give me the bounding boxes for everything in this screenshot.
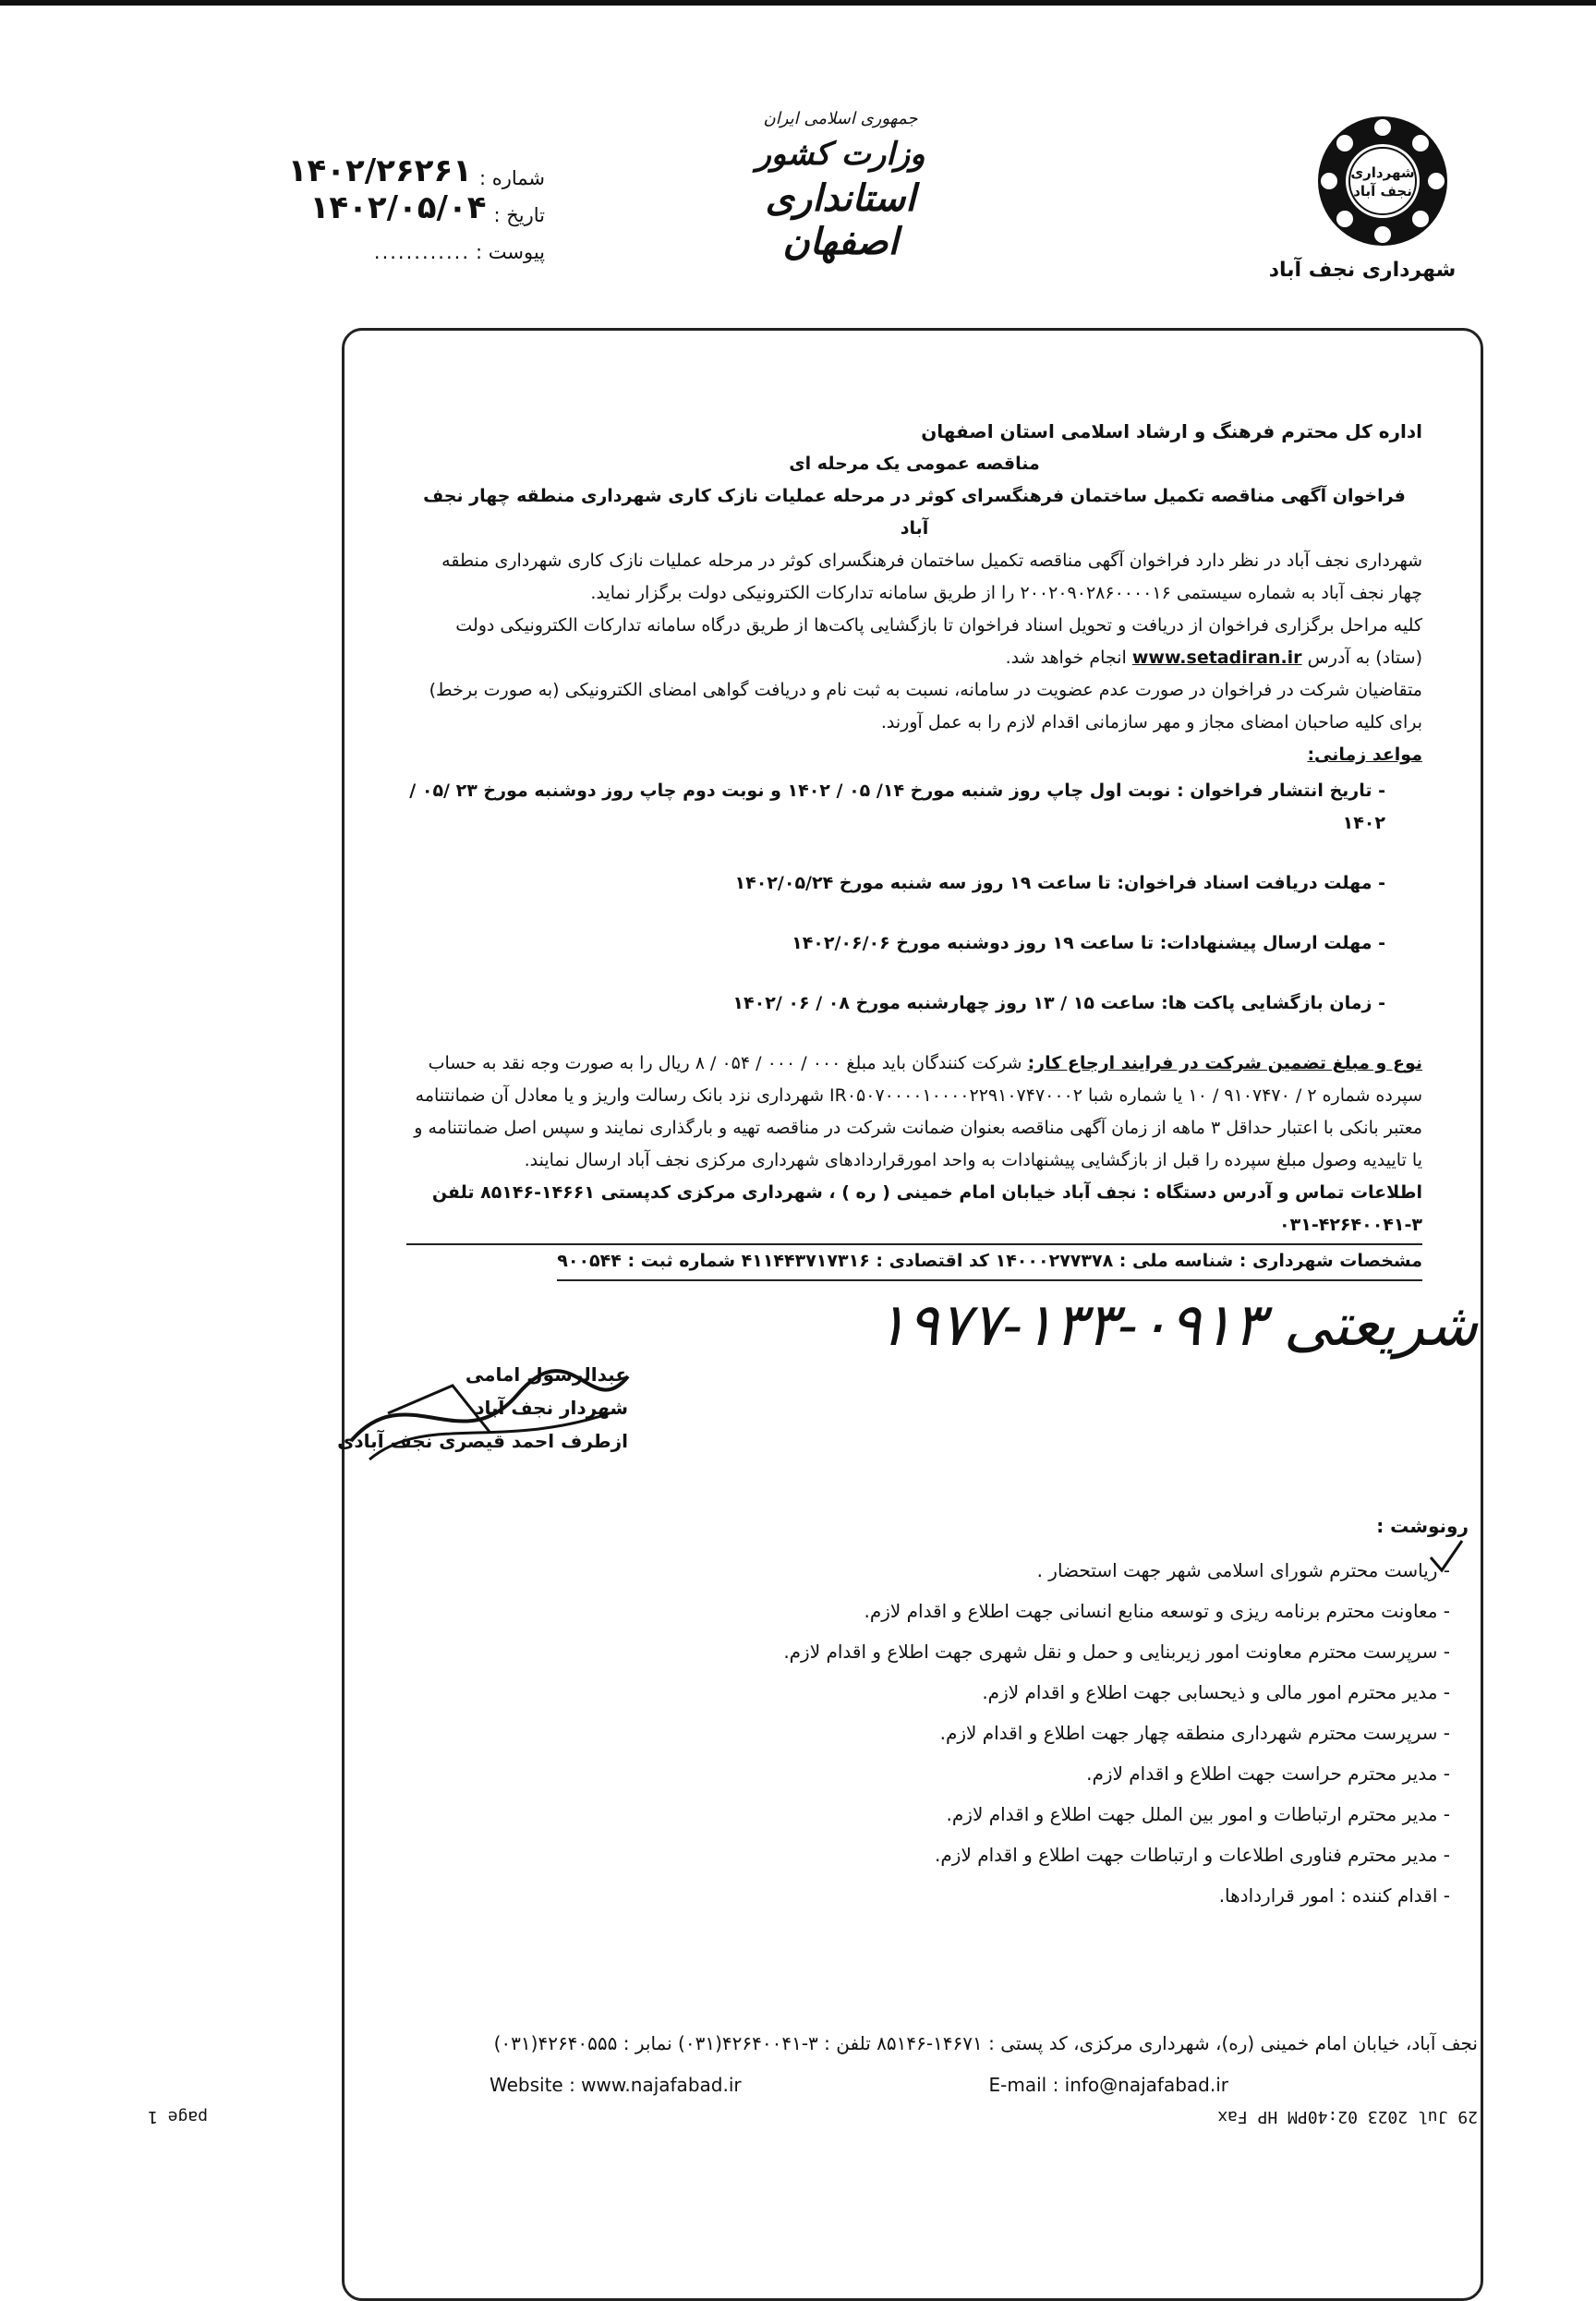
guarantee-paragraph bbox=[406, 1048, 1422, 1177]
copies-title: رونوشت : bbox=[1376, 1515, 1469, 1537]
fax-header bbox=[148, 2108, 1478, 2126]
footer-address: نجف آباد، خیابان امام خمینی (ره)، شهرداری مرکزی، کد پستی : ۱۴۶۷۱-۸۵۱۴۶ تلفن : ۳-۴۲۶۴۰۰۴۱(۰۳۱) نمابر : ۴۲۶۴۰۵۵۵(۰۳۱) bbox=[493, 2032, 1478, 2054]
letterhead bbox=[702, 109, 979, 263]
specs-text: مشخصات شهرداری : شناسه ملی : ۱۴۰۰۰۲۷۷۳۷۸ کد اقتصادی : ۴۱۱۴۴۳۷۱۷۳۱۶ شماره ثبت : ۹۰۰۵۴۴ bbox=[557, 1245, 1422, 1281]
municipality-logo-icon bbox=[1288, 111, 1478, 254]
date-label: تاریخ : bbox=[493, 204, 545, 226]
ministry-title: وزارت کشور bbox=[756, 136, 925, 173]
copy-recipient: - سرپرست محترم معاونت امور زیربنایی و حمل و نقل شهری جهت اطلاع و اقدام لازم. bbox=[637, 1631, 1450, 1672]
signer-name: عبدالرسول امامی bbox=[465, 1363, 628, 1386]
intro-paragraph: شهرداری نجف آباد در نظر دارد فراخوان آگهی مناقصه تکمیل ساختمان فرهنگسرای کوثر در مرحله عملیات نازک کاری شهرداری منطقه چهار نجف آباد به شماره سیستمی ۲۰۰۲۰۹۰۲۸۶۰۰۰۰۱۶ را از طریق سامانه تدارکات الکترونیکی دولت برگزار نماید. bbox=[441, 551, 1422, 603]
process-paragraph bbox=[406, 610, 1422, 674]
footer-website[interactable]: Website : www.najafabad.ir bbox=[490, 2074, 742, 2096]
contact-text: اطلاعات تماس و آدرس دستگاه : نجف آباد خیابان امام خمینی ( ره ) ، شهرداری مرکزی کدپستی ۱۴۶۶۱-۸۵۱۴۶ تلفن ۳-۴۲۶۴۰۰۴۱-۰۳۱ bbox=[406, 1177, 1422, 1245]
copies-list bbox=[637, 1550, 1469, 1916]
letter-body bbox=[406, 416, 1422, 1281]
signer-title: شهردار نجف آباد bbox=[475, 1397, 628, 1419]
footer-contacts bbox=[490, 2074, 1228, 2096]
copies-section bbox=[637, 1506, 1469, 1916]
registration-paragraph: متقاضیان شرکت در فراخوان در صورت عدم عضویت در سامانه، نسبت به ثبت نام و دریافت گواهی امضای الکترونیکی (به صورت برخط) برای کلیه صاحبان امضای مجاز و مهر سازمانی اقدام لازم را به عمل آورند. bbox=[429, 680, 1422, 733]
copy-recipient: - معاونت محترم برنامه ریزی و توسعه منابع انسانی جهت اطلاع و اقدام لازم. bbox=[637, 1591, 1450, 1631]
letter-meta bbox=[268, 152, 545, 263]
schedule-list bbox=[406, 775, 1422, 1020]
handwritten-note: شریعتی ۰۹۱۳-۱۳۳-۱۹۷۷ bbox=[876, 1291, 1478, 1360]
process-text: کلیه مراحل برگزاری فراخوان از دریافت و تحویل اسناد فراخوان تا بازگشایی پاکت‌ها از طریق درگاه سامانه تدارکات الکترونیکی دولت (ستاد) به آدرس bbox=[455, 615, 1422, 668]
logo-text-line1: شهرداری bbox=[1350, 164, 1415, 181]
attachment-label: پیوست : bbox=[476, 241, 545, 263]
org-name: شهرداری نجف آباد bbox=[1268, 259, 1457, 282]
schedule-item: - زمان بازگشایی پاکت ها: ساعت ۱۵ / ۱۳ روز چهارشنبه مورخ ۰۸ / ۰۶ /۱۴۰۲ bbox=[406, 987, 1385, 1020]
signer-on-behalf: ازطرف احمد قیصری نجف آبادی bbox=[337, 1430, 628, 1452]
republic-title: جمهوری اسلامی ایران bbox=[763, 109, 918, 128]
scan-top-edge bbox=[0, 0, 1596, 6]
recipient: اداره کل محترم فرهنگ و ارشاد اسلامی استان اصفهان bbox=[921, 420, 1422, 442]
copy-recipient: - مدیر محترم فناوری اطلاعات و ارتباطات جهت اطلاع و اقدام لازم. bbox=[637, 1835, 1450, 1875]
contact-info bbox=[406, 1177, 1422, 1245]
letter-date: ۱۴۰۲/۰۵/۰۴ bbox=[309, 189, 487, 226]
municipality-specs bbox=[406, 1245, 1422, 1281]
attachment-row bbox=[268, 226, 545, 263]
signature-block bbox=[296, 1358, 628, 1458]
copy-recipient: - مدیر محترم حراست جهت اطلاع و اقدام لازم. bbox=[637, 1753, 1450, 1794]
letter-date-row bbox=[268, 189, 545, 226]
number-label: شماره : bbox=[478, 167, 545, 189]
guarantee-label: نوع و مبلغ تضمین شرکت در فرایند ارجاع کار: bbox=[1027, 1053, 1422, 1073]
letter-number: ۱۴۰۲/۲۶۲۶۱ bbox=[287, 152, 472, 189]
schedule-title: مواعد زمانی: bbox=[1307, 745, 1422, 765]
copy-recipient: - مدیر محترم امور مالی و ذیحسابی جهت اطلاع و اقدام لازم. bbox=[637, 1672, 1450, 1713]
schedule-item: - مهلت ارسال پیشنهادات: تا ساعت ۱۹ روز دوشنبه مورخ ۱۴۰۲/۰۶/۰۶ bbox=[406, 927, 1385, 960]
copy-recipient: - سرپرست محترم شهرداری منطقه چهار جهت اطلاع و اقدام لازم. bbox=[637, 1713, 1450, 1753]
tender-type: مناقصه عمومی یک مرحله ای bbox=[789, 454, 1040, 474]
letter-number-row bbox=[268, 152, 545, 189]
copy-recipient: - مدیر محترم ارتباطات و امور بین الملل جهت اطلاع و اقدام لازم. bbox=[637, 1794, 1450, 1835]
attachment-value: ............ bbox=[373, 241, 470, 263]
footer-email[interactable]: E-mail : info@najafabad.ir bbox=[988, 2074, 1228, 2096]
copy-recipient: - اقدام کننده : امور قراردادها. bbox=[637, 1875, 1450, 1916]
fax-page: page 1 bbox=[148, 2107, 209, 2126]
guarantee-text: شرکت کنندگان باید مبلغ ۰۰۰ / ۰۰۰ / ۰۵۴ / ۸ ریال را به صورت وجه نقد به حساب سپرده شماره ۲ / ۹۱۰۷۴۷۰ / ۱۰ یا شماره شبا IR۰۵۰۷۰۰۰۰۱۰۰۰۰۲۲۹۱۰۷۴۷۰۰۰۲ شهرداری نزد بانک رسالت واریز و یا معادل آن ضمانتنامه معتبر بانکی با اعتبار حداقل ۳ ماهه از زمان آگهی مناقصه بعنوان ضمانت شرکت در مناقصه تهیه و بارگذاری نمایند و سپس اصل ضمانتنامه و یا تاییدیه وصول مبلغ سپرده را قبل از بازگشایی پیشنهادات به واحد امورقراردادهای شهرداری مرکزی نجف آباد ارسال نمایند. bbox=[414, 1053, 1422, 1170]
schedule-item: - مهلت دریافت اسناد فراخوان: تا ساعت ۱۹ روز سه شنبه مورخ ۱۴۰۲/۰۵/۲۴ bbox=[406, 867, 1385, 900]
governorate-title: استانداری اصفهان bbox=[765, 176, 916, 263]
schedule-item: - تاریخ انتشار فراخوان : نوبت اول چاپ روز شنبه مورخ ۱۴/ ۰۵ / ۱۴۰۲ و نوبت دوم چاپ روز دوشنبه مورخ ۲۳ /۰۵ /۱۴۰۲ bbox=[406, 775, 1385, 840]
tender-heading: فراخوان آگهی مناقصه تکمیل ساختمان فرهنگسرای کوثر در مرحله عملیات نازک کاری شهرداری منطقه چهار نجف آباد bbox=[423, 486, 1406, 539]
copy-recipient: - ریاست محترم شورای اسلامی شهر جهت استحضار . bbox=[637, 1550, 1450, 1591]
setad-link[interactable]: www.setadiran.ir bbox=[1131, 648, 1302, 668]
process-text-end: انجام خواهد شد. bbox=[1005, 648, 1127, 668]
logo-text-line2: نجف آباد bbox=[1353, 183, 1412, 200]
fax-timestamp: 29 Jul 2023 02:40PM HP Fax bbox=[1217, 2107, 1478, 2126]
